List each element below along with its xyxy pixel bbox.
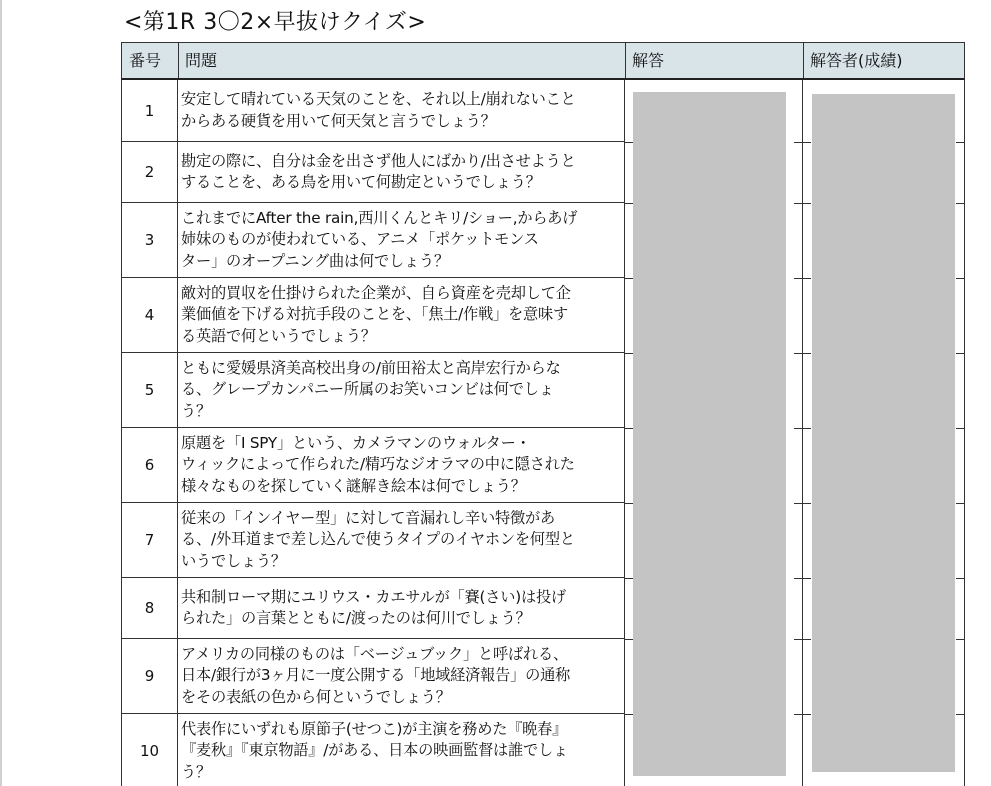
question-text — [178, 503, 625, 578]
question-line: からある硬貨を用いて何天気と言うでしょう？ — [181, 111, 496, 130]
question-line: 共和制ローマ期にユリウス・カエサルが「賽(さい)は投げ — [181, 587, 566, 606]
question-line: 様々なものを探していく謎解き絵本は何でしょう？ — [181, 476, 526, 495]
question-line: 『麦秋』『東京物語』/がある、日本の映画監督は誰でしょ — [181, 741, 568, 760]
question-number: 6 — [121, 428, 178, 503]
question-number: 4 — [121, 278, 178, 353]
question-line: 姉妹のものが使われている、アニメ「ポケットモンス — [181, 230, 539, 249]
answerer-redaction-block — [812, 94, 955, 772]
question-line: る英語で何というでしょう？ — [181, 326, 376, 345]
question-line: 日本/銀行が3ヶ月に一度公開する「地域経済報告」の通称 — [181, 666, 571, 685]
question-line: う？ — [181, 401, 211, 420]
question-line: 原題を「I SPY」という、カメラマンのウォルター・ — [181, 433, 531, 452]
question-line: ともに愛媛県済美高校出身の/前田裕太と高岸宏行からな — [181, 358, 561, 377]
question-number: 1 — [121, 80, 178, 142]
question-line: る、グレープカンパニー所属のお笑いコンビは何でしょ — [181, 380, 554, 399]
question-line: をその表紙の色から何というでしょう？ — [181, 687, 451, 706]
question-line: 勘定の際に、自分は金を出さず他人にばかり/出させようと — [181, 151, 576, 170]
header-answerer: 解答者(成績) — [810, 51, 903, 70]
question-text — [178, 578, 625, 639]
question-number: 10 — [121, 714, 178, 786]
page-title: <第1R 3〇2×早抜けクイズ> — [124, 10, 427, 35]
question-line: 業価値を下げる対抗手段のことを、「焦土/作戦」を意味す — [181, 305, 568, 324]
question-text — [178, 142, 625, 203]
question-line: う？ — [181, 762, 211, 781]
question-line: アメリカの同様のものは「ベージュブック」と呼ばれる、 — [181, 644, 568, 663]
header-number: 番号 — [122, 43, 179, 78]
table-header — [121, 42, 965, 80]
question-line: られた」の言葉とともに/渡ったのは何川でしょう？ — [181, 609, 531, 627]
question-line: いうでしょう？ — [181, 551, 286, 570]
question-text — [178, 639, 625, 714]
question-text — [178, 203, 625, 278]
question-text — [178, 714, 625, 786]
question-line: することを、ある鳥を用いて何勘定というでしょう？ — [181, 173, 541, 191]
question-number: 3 — [121, 203, 178, 278]
question-line: ウィックによって作られた/精巧なジオラマの中に隠された — [181, 455, 575, 474]
question-line: 敵対的買収を仕掛けられた企業が、自ら資産を売却して企 — [181, 283, 571, 302]
question-number: 9 — [121, 639, 178, 714]
question-text — [178, 80, 625, 142]
question-text — [178, 278, 625, 353]
question-text — [178, 353, 625, 428]
question-number: 7 — [121, 503, 178, 578]
header-answer: 解答 — [626, 43, 804, 78]
question-line: これまでにAfter the rain,西川くんとキリ/ショー,からあげ — [181, 208, 578, 227]
question-text — [178, 428, 625, 503]
page-left-border — [0, 0, 2, 786]
question-line: る、/外耳道まで差し込んで使うタイプのイヤホンを何型と — [181, 530, 575, 549]
question-line: ター」のオープニング曲は何でしょう？ — [181, 251, 449, 270]
answer-redaction-block — [633, 92, 786, 776]
question-number: 2 — [121, 142, 178, 203]
question-number: 5 — [121, 353, 178, 428]
header-question: 問題 — [179, 43, 626, 78]
quiz-table — [121, 42, 965, 781]
question-line: 代表作にいずれも原節子(せつこ)が主演を務めた『晩春』 — [181, 719, 568, 738]
question-line: 従来の「インイヤー型」に対して音漏れし辛い特徴があ — [181, 508, 555, 527]
question-number: 8 — [121, 578, 178, 639]
question-line: 安定して晴れている天気のことを、それ以上/崩れないこと — [181, 90, 576, 108]
